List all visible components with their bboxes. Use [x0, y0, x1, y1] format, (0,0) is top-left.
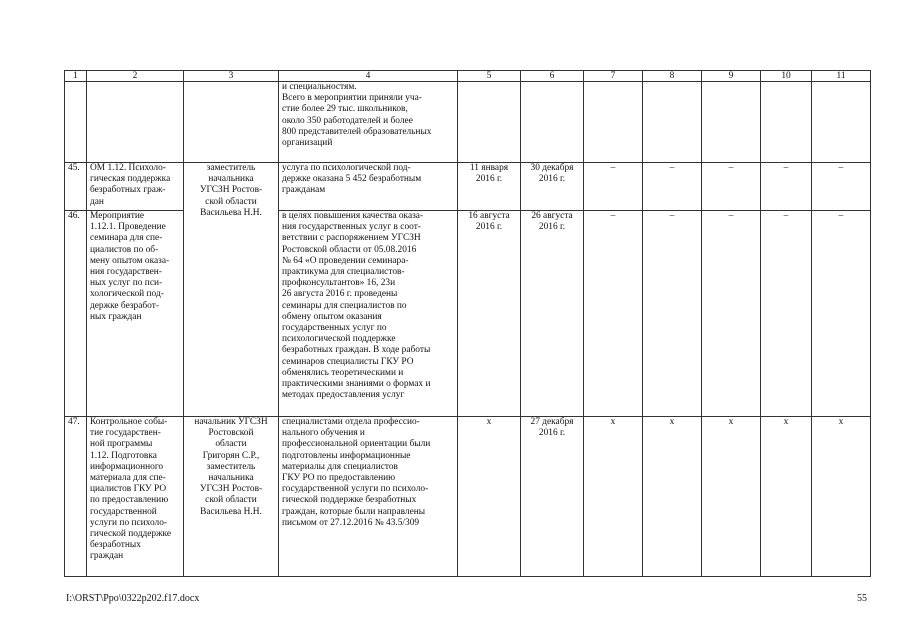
col10-cell: – [761, 163, 812, 211]
column-header-11: 11 [812, 71, 871, 82]
col11-cell: – [812, 211, 871, 417]
result-cell: услуга по психологической под- держке оказана 5 452 безработным гражданам [279, 163, 458, 211]
column-header-8: 8 [643, 71, 702, 82]
column-header-9: 9 [702, 71, 761, 82]
col9-cell: х [702, 417, 761, 577]
start-date-cell [458, 82, 521, 163]
column-header-10: 10 [761, 71, 812, 82]
col8-cell: – [643, 211, 702, 417]
col9-cell: – [702, 163, 761, 211]
col8-cell: – [643, 163, 702, 211]
end-date-cell: 26 августа 2016 г. [521, 211, 584, 417]
event-cell: ОМ 1.12. Психоло- гическая поддержка безработных граж- дан [87, 163, 184, 211]
footer-file-path: I:\ORST\Ppo\0322p202.f17.docx [66, 593, 200, 604]
col10-cell: – [761, 211, 812, 417]
event-cell [87, 82, 184, 163]
column-header-3: 3 [184, 71, 279, 82]
col11-cell: – [812, 163, 871, 211]
event-cell: Контрольное собы- тие государствен- ной программы 1.12. Подготовка информационного материала для спе- циалистов ГКУ РО по предоставлению государственной услуги по психоло- гической поддержке безработных граждан [87, 417, 184, 577]
row-number [65, 82, 87, 163]
col9-cell [702, 82, 761, 163]
start-date-cell: 11 января 2016 г. [458, 163, 521, 211]
col7-cell: х [584, 417, 643, 577]
end-date-cell [521, 82, 584, 163]
row-number: 46. [65, 211, 87, 417]
col10-cell: х [761, 417, 812, 577]
result-cell: и специальностям. Всего в мероприятии приняли уча- стие более 29 тыс. школьников, около 350 работодателей и более 800 представителей образовательных организаций [279, 82, 458, 163]
responsible-cell: заместитель начальника УГСЗН Ростов- ской области Васильева Н.Н. [184, 163, 279, 417]
col11-cell: х [812, 417, 871, 577]
result-cell: в целях повышения качества оказа- ния государственных услуг в соот- ветствии с распоряжением УГСЗН Ростовской области от 05.08.2016 № 64 «О проведении семинара- практикума для специалистов- профконсультантов» 16, 23и 26 августа 2016 г. проведены семинары для специалистов по обмену опытом оказания государственных услуг по психологической поддержке безработных граждан. В ходе работы семинаров специалисты ГКУ РО обменялись теоретическими и практическими знаниями о формах и методах предоставления услуг [279, 211, 458, 417]
start-date-cell: х [458, 417, 521, 577]
column-header-7: 7 [584, 71, 643, 82]
responsible-cell [184, 82, 279, 163]
column-header-6: 6 [521, 71, 584, 82]
column-header-4: 4 [279, 71, 458, 82]
col9-cell: – [702, 211, 761, 417]
col8-cell: х [643, 417, 702, 577]
end-date-cell: 27 декабря 2016 г. [521, 417, 584, 577]
col8-cell [643, 82, 702, 163]
event-cell: Мероприятие 1.12.1. Проведение семинара для спе- циалистов по об- мену опытом оказа- ния государствен- ных услуг по пси- хологической под- держке безработ- ных граждан [87, 211, 184, 417]
end-date-cell: 30 декабря 2016 г. [521, 163, 584, 211]
table-row [65, 163, 871, 211]
start-date-cell: 16 августа 2016 г. [458, 211, 521, 417]
table-row [65, 417, 871, 577]
table-row [65, 82, 871, 163]
col7-cell [584, 82, 643, 163]
report-table [64, 70, 871, 577]
column-header-1: 1 [65, 71, 87, 82]
col10-cell [761, 82, 812, 163]
header-row [65, 71, 871, 82]
col7-cell: – [584, 163, 643, 211]
col7-cell: – [584, 211, 643, 417]
page-number: 55 [857, 593, 867, 604]
column-header-5: 5 [458, 71, 521, 82]
column-header-2: 2 [87, 71, 184, 82]
col11-cell [812, 82, 871, 163]
row-number: 45. [65, 163, 87, 211]
responsible-cell: начальник УГСЗН Ростовской области Григорян С.Р., заместитель начальника УГСЗН Ростов- ской области Васильева Н.Н. [184, 417, 279, 577]
row-number: 47. [65, 417, 87, 577]
result-cell: специалистами отдела профессио- нального обучения и профессиональной ориентации были подготовлены информационные материалы для специалистов ГКУ РО по предоставлению государственной услуги по психоло- гической поддержке безработных граждан, которые были направлены письмом от 27.12.2016 № 43.5/309 [279, 417, 458, 577]
